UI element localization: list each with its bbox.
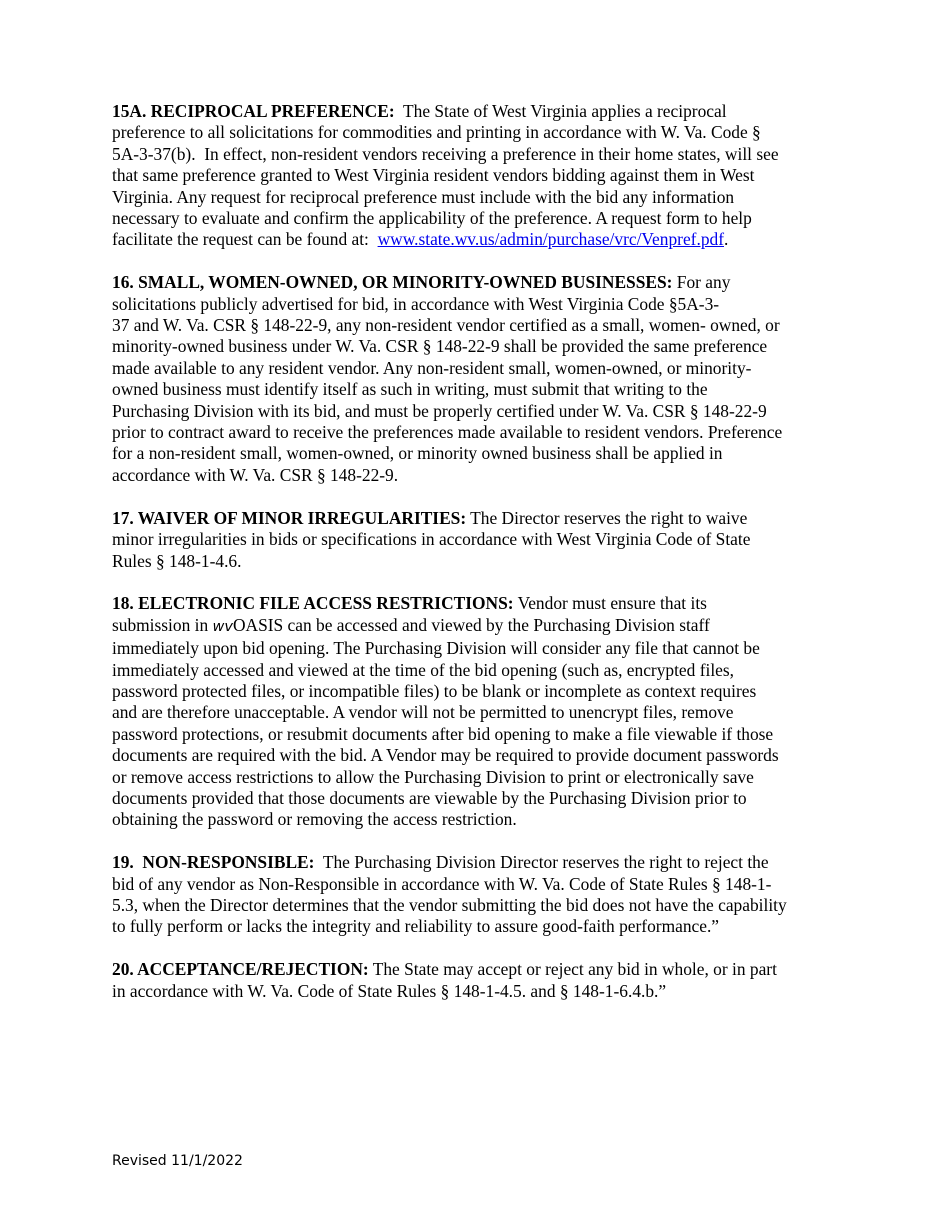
section-line: accordance with W. Va. CSR § 148-22-9. — [112, 464, 399, 485]
section-16-small-women-minority-businesses — [112, 272, 834, 486]
section-heading: 16. SMALL, WOMEN-OWNED, OR MINORITY-OWNED BUSINESSES: — [112, 272, 673, 293]
section-line: that same preference granted to West Virginia resident vendors bidding against them in West — [112, 165, 755, 186]
section-heading: 15A. RECIPROCAL PREFERENCE: — [112, 101, 395, 121]
section-line: Rules § 148-1-4.6. — [112, 550, 242, 571]
section-line: or remove access restrictions to allow the Purchasing Division to print or electronically save — [112, 766, 754, 787]
section-line: documents provided that those documents are viewable by the Purchasing Division prior to — [112, 787, 747, 808]
section-line: password protections, or resubmit documents after bid opening to make a file viewable if those — [112, 723, 774, 744]
section-text: For any — [672, 272, 731, 293]
section-line — [112, 272, 834, 293]
section-line: and are therefore unacceptable. A vendor will not be permitted to unencrypt files, remove — [112, 702, 734, 723]
section-line — [112, 593, 834, 614]
section-heading: 17. WAIVER OF MINOR IRREGULARITIES: — [112, 507, 467, 528]
section-line: 5.3, when the Director determines that the vendor submitting the bid does not have the capability — [112, 894, 787, 915]
section-line — [112, 229, 834, 250]
section-line: prior to contract award to receive the preferences made available to resident vendors. Preference — [112, 422, 783, 443]
section-heading: 20. ACCEPTANCE/REJECTION: — [112, 959, 369, 980]
section-text: OASIS can be accessed and viewed by the Purchasing Division staff — [232, 614, 710, 635]
section-17-waiver-minor-irregularities — [112, 508, 834, 572]
wvoasis-wv-prefix: wv — [212, 618, 233, 635]
section-19-non-responsible — [112, 852, 834, 938]
section-line — [112, 508, 834, 529]
section-line — [112, 101, 834, 122]
section-line — [112, 852, 834, 873]
section-text: submission in — [112, 614, 213, 635]
section-18-electronic-file-access-restrictions — [112, 593, 834, 830]
section-line: bid of any vendor as Non-Responsible in accordance with W. Va. Code of State Rules § 148-1- — [112, 873, 772, 894]
section-text: Vendor must ensure that its — [513, 593, 707, 614]
section-line: preference to all solicitations for commodities and printing in accordance with W. Va. Code § — [112, 122, 761, 143]
section-text: The State may accept or reject any bid in whole, or in part — [368, 959, 777, 980]
section-heading: 18. ELECTRONIC FILE ACCESS RESTRICTIONS: — [112, 593, 514, 614]
section-text: The Director reserves the right to waive — [466, 507, 748, 528]
section-line — [112, 615, 834, 638]
section-line: immediately accessed and viewed at the time of the bid opening (such as, encrypted files, — [112, 659, 734, 680]
section-text: The Purchasing Division Director reserves the right to reject the — [314, 852, 769, 873]
section-heading: 19. NON-RESPONSIBLE: — [112, 852, 315, 873]
section-line: made available to any resident vendor. Any non-resident small, women-owned, or minority- — [112, 357, 752, 378]
section-line: immediately upon bid opening. The Purchasing Division will consider any file that cannot be — [112, 638, 760, 659]
section-text: The State of West Virginia applies a reciprocal — [394, 101, 727, 121]
section-line: solicitations publicly advertised for bid, in accordance with West Virginia Code §5A-3- — [112, 293, 720, 314]
section-line: in accordance with W. Va. Code of State Rules § 148-1-4.5. and § 148-1-6.4.b.” — [112, 980, 667, 1001]
revision-footer: Revised 11/1/2022 — [112, 1153, 243, 1169]
document-body — [112, 101, 834, 1023]
section-line: owned business must identify itself as such in writing, must submit that writing to the — [112, 379, 708, 400]
section-line — [112, 959, 834, 980]
section-text: facilitate the request can be found at: — [112, 229, 378, 250]
section-line: 37 and W. Va. CSR § 148-22-9, any non-resident vendor certified as a small, women- owned, or — [112, 315, 780, 336]
section-line: obtaining the password or removing the access restriction. — [112, 809, 517, 830]
section-line: necessary to evaluate and confirm the applicability of the preference. A request form to help — [112, 208, 752, 229]
section-line: documents are required with the bid. A Vendor may be required to provide document passwords — [112, 745, 779, 766]
section-line: for a non-resident small, women-owned, or minority owned business shall be applied in — [112, 443, 723, 464]
section-line: password protected files, or incompatible files) to be blank or incomplete as context requires — [112, 680, 757, 701]
section-line: Virginia. Any request for reciprocal preference must include with the bid any information — [112, 186, 735, 207]
section-15a-reciprocal-preference — [112, 101, 834, 251]
section-line: Purchasing Division with its bid, and must be properly certified under W. Va. CSR § 148-22-9 — [112, 400, 767, 421]
section-text: . — [724, 229, 729, 250]
section-line: to fully perform or lacks the integrity and reliability to assure good-faith performance.” — [112, 916, 720, 937]
section-20-acceptance-rejection — [112, 959, 834, 1002]
section-line: minority-owned business under W. Va. CSR § 148-22-9 shall be provided the same preference — [112, 336, 768, 357]
venpref-pdf-link[interactable]: www.state.wv.us/admin/purchase/vrc/Venpref.pdf — [377, 229, 724, 250]
section-line: minor irregularities in bids or specifications in accordance with West Virginia Code of State — [112, 529, 751, 550]
section-line: 5A-3-37(b). In effect, non-resident vendors receiving a preference in their home states, will see — [112, 143, 779, 164]
